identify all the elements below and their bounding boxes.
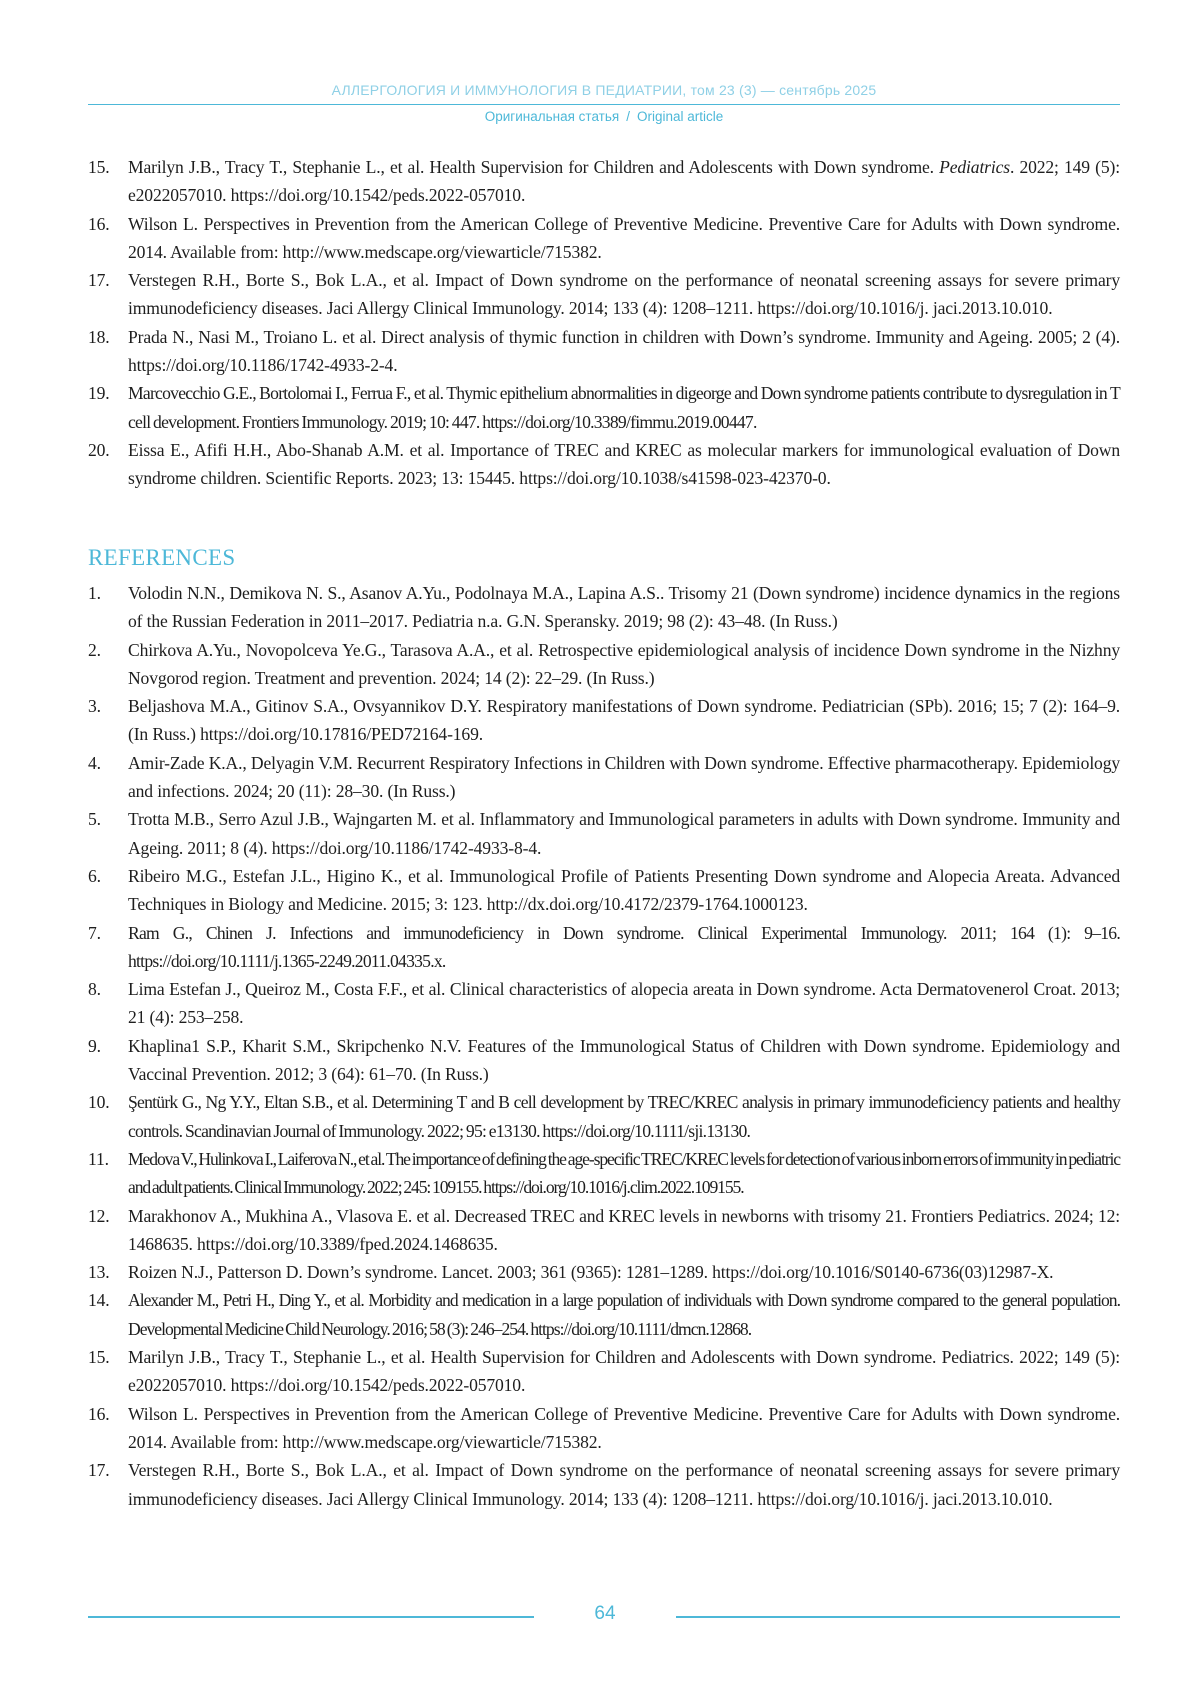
- reference-text: Alexander M., Petri H., Ding Y., et al. Morbidity and medication in a large population of individuals with Down syndrome compared to the general population. Developmental Medicine Child Neurology. 2016; 58 (3): 246–254. https://doi.org/10.1111/dmcn.12868.: [128, 1290, 1120, 1339]
- reference-item: [88, 1258, 1120, 1286]
- reference-number: 19.: [88, 383, 110, 404]
- reference-text: Trotta M.B., Serro Azul J.B., Wajngarten M. et al. Inflammatory and Immunological parameters in adults with Down syndrome. Immunity and Ageing. 2011; 8 (4). https://doi.org/10.1186/1742-4933-8-4.: [128, 809, 1120, 858]
- reference-number: 20.: [88, 439, 110, 460]
- reference-number: 17.: [88, 270, 110, 291]
- reference-text: Marcovecchio G.E., Bortolomai I., Ferrua F., et al. Thymic epithelium abnormalities in digeorge and Down syndrome patients contribute to dysregulation in T cell development. Frontiers Immunology. 2019; 10: 447. https://doi.org/10.3389/fimmu.2019.00447.: [128, 383, 1120, 432]
- reference-text: Ram G., Chinen J. Infections and immunodeficiency in Down syndrome. Clinical Experimental Immunology. 2011; 164 (1): 9–16. https://doi.org/10.1111/j.1365-2249.2011.04335.x.: [128, 922, 1120, 971]
- journal-running-header: АЛЛЕРГОЛОГИЯ И ИММУНОЛОГИЯ В ПЕДИАТРИИ, том 23 (3) — сентябрь 2025: [331, 82, 877, 98]
- reference-number: 16.: [88, 1403, 110, 1424]
- reference-text: Amir-Zade K.A., Delyagin V.M. Recurrent Respiratory Infections in Children with Down syndrome. Effective pharmacotherapy. Epidemiology and infections. 2024; 20 (11): 28–30. (In Russ.): [128, 752, 1120, 802]
- reference-number: 14.: [88, 1290, 110, 1311]
- reference-text: Şentürk G., Ng Y.Y., Eltan S.B., et al. Determining T and B cell development by TREC/KREC analysis in primary immunodeficiency patients and healthy controls. Scandinavian Journal of Immunology. 2022; 95: e13130. https://doi.org/10.1111/sji.13130.: [128, 1092, 1120, 1141]
- reference-number: 10.: [88, 1092, 110, 1113]
- reference-number: 15.: [88, 157, 110, 177]
- reference-item: [88, 636, 1120, 693]
- reference-tail: . 2022; 149 (5): e2022057010. https://doi.org/10.1542/peds.2022-057010.: [128, 157, 1120, 206]
- reference-number: 4.: [88, 752, 101, 773]
- reference-text: Beljashova M.A., Gitinov S.A., Ovsyannikov D.Y. Respiratory manifestations of Down syndrome. Pediatrician (SPb). 2016; 15; 7 (2): 164–9. (In Russ.) https://doi.org/10.17816/PED72164-169.: [128, 696, 1120, 745]
- article-type-ru: Оригинальная статья: [484, 109, 620, 124]
- reference-item: [88, 323, 1120, 380]
- reference-text: Roizen N.J., Patterson D. Down’s syndrome. Lancet. 2003; 361 (9365): 1281–1289. https://doi.org/10.1016/S0140-6736(03)12987-X.: [128, 1262, 1054, 1283]
- article-type-en: Original article: [636, 109, 724, 124]
- reference-text: Ribeiro M.G., Estefan J.L., Higino K., et al. Immunological Profile of Patients Presenting Down syndrome and Alopecia Areata. Advanced Techniques in Biology and Medicine. 2015; 3: 123. http://dx.doi.org/10.4172/2379-1764.1000123.: [128, 865, 1120, 915]
- reference-text: Prada N., Nasi M., Troiano L. et al. Direct analysis of thymic function in children with Down’s syndrome. Immunity and Ageing. 2005; 2 (4). https://doi.org/10.1186/1742-4933-2-4.: [128, 326, 1120, 376]
- page-number: 64: [594, 1603, 616, 1624]
- reference-list-continued: [88, 153, 1120, 493]
- reference-item: [88, 1343, 1120, 1400]
- reference-number: 7.: [88, 922, 101, 943]
- header-rule: [88, 104, 1120, 105]
- reference-item: [88, 210, 1120, 267]
- reference-number: 15.: [88, 1347, 110, 1368]
- reference-number: 11.: [88, 1148, 109, 1169]
- reference-number: 5.: [88, 809, 101, 830]
- reference-text: Volodin N.N., Demikova N. S., Asanov A.Yu., Podolnaya M.A., Lapina A.S.. Trisomy 21 (Down syndrome) incidence dynamics in the regions of the Russian Federation in 2011–2017. Pediatria n.a. G.N. Speransky. 2019; 98 (2): 43–48. (In Russ.): [128, 583, 1120, 632]
- reference-item: [88, 436, 1120, 493]
- reference-item: [88, 749, 1120, 806]
- reference-list: [88, 579, 1120, 1513]
- reference-number: 16.: [88, 213, 110, 234]
- reference-item: [88, 379, 1120, 436]
- reference-item: [88, 1088, 1120, 1145]
- reference-item: [88, 1032, 1120, 1089]
- reference-item: [88, 805, 1120, 862]
- footer-rule-left: [88, 1616, 534, 1618]
- reference-number: 12.: [88, 1205, 110, 1226]
- reference-text: Marakhonov A., Mukhina A., Vlasova E. et al. Decreased TREC and KREC levels in newborns with trisomy 21. Frontiers Pediatrics. 2024; 12: 1468635. https://doi.org/10.3389/fped.2024.1468635.: [128, 1205, 1120, 1254]
- reference-text: Wilson L. Perspectives in Prevention from the American College of Preventive Medicine. Preventive Care for Adults with Down syndrome. 2014. Available from: http://www.medscape.org/viewarticle/715382.: [128, 1403, 1120, 1452]
- reference-text: Wilson L. Perspectives in Prevention from the American College of Preventive Medicine. Preventive Care for Adults with Down syndrome. 2014. Available from: http://www.medscape.org/viewarticle/715382.: [128, 213, 1120, 262]
- reference-number: 17.: [88, 1460, 110, 1481]
- footer-rule-right: [676, 1616, 1120, 1618]
- reference-number: 3.: [88, 696, 101, 717]
- reference-number: 9.: [88, 1035, 101, 1056]
- reference-journal: Pediatrics: [939, 157, 1010, 177]
- reference-item: [88, 975, 1120, 1032]
- reference-number: 2.: [88, 639, 101, 660]
- references-heading: REFERENCES: [88, 545, 236, 570]
- reference-number: 1.: [88, 583, 101, 603]
- reference-number: 6.: [88, 865, 101, 886]
- reference-text: Verstegen R.H., Borte S., Bok L.A., et al. Impact of Down syndrome on the performance of neonatal screening assays for severe primary immunodeficiency diseases. Jaci Allergy Clinical Immunology. 2014; 133 (4): 1208–1211. https://doi.org/10.1016/j. jaci.2013.10.010.: [128, 270, 1120, 319]
- reference-item: [88, 1400, 1120, 1457]
- reference-text: Marilyn J.B., Tracy T., Stephanie L., et al. Health Supervision for Children and Adolescents with Down syndrome. Pediatrics. 2022; 149 (5): e2022057010. https://doi.org/10.1542/peds.2022-057010.: [128, 1347, 1120, 1396]
- reference-item: [88, 919, 1120, 976]
- reference-text: Marilyn J.B., Tracy T., Stephanie L., et al. Health Supervision for Children and Adolescents with Down syndrome.: [128, 157, 940, 177]
- reference-item: [88, 692, 1120, 749]
- reference-item: [88, 1456, 1120, 1513]
- reference-item: [88, 862, 1120, 919]
- reference-number: 8.: [88, 979, 101, 1000]
- reference-text: Khaplina1 S.P., Kharit S.M., Skripchenko N.V. Features of the Immunological Status of Children with Down syndrome. Epidemiology and Vaccinal Prevention. 2012; 3 (64): 61–70. (In Russ.): [128, 1035, 1120, 1085]
- reference-text: Chirkova A.Yu., Novopolceva Ye.G., Tarasova A.A., et al. Retrospective epidemiological analysis of incidence Down syndrome in the Nizhny Novgorod region. Treatment and prevention. 2024; 14 (2): 22–29. (In Russ.): [128, 639, 1120, 688]
- reference-text: Eissa E., Afifi H.H., Abo-Shanab A.M. et al. Importance of TREC and KREC as molecular markers for immunological evaluation of Down syndrome children. Scientific Reports. 2023; 13: 15445. https://doi.org/10.1038/s41598-023-42370-0.: [128, 439, 1120, 489]
- reference-text: Verstegen R.H., Borte S., Bok L.A., et al. Impact of Down syndrome on the performance of neonatal screening assays for severe primary immunodeficiency diseases. Jaci Allergy Clinical Immunology. 2014; 133 (4): 1208–1211. https://doi.org/10.1016/j. jaci.2013.10.010.: [128, 1460, 1120, 1509]
- article-type-separator: /: [626, 109, 630, 124]
- reference-text: Lima Estefan J., Queiroz M., Costa F.F., et al. Clinical characteristics of alopecia areata in Down syndrome. Acta Dermatovenerol Croat. 2013; 21 (4): 253–258.: [128, 979, 1120, 1028]
- article-type-label: [88, 109, 1120, 124]
- reference-item: [88, 579, 1120, 636]
- reference-item: [88, 1202, 1120, 1259]
- reference-number: 13.: [88, 1262, 110, 1283]
- reference-item: [88, 266, 1120, 323]
- reference-item: [88, 1286, 1120, 1343]
- reference-item: [88, 1145, 1120, 1202]
- reference-number: 18.: [88, 326, 110, 347]
- reference-text: Medova V., Hulinkova I., Laiferova N., et al. The importance of defining the age-specific TREC/KREC levels for detection of various inborn errors of immunity in pediatric and adult patients. Clinical Immunology. 2022; 245: 109155. https://doi.org/10.1016/j.clim.2022.109155.: [128, 1148, 1120, 1198]
- reference-item: [88, 153, 1120, 210]
